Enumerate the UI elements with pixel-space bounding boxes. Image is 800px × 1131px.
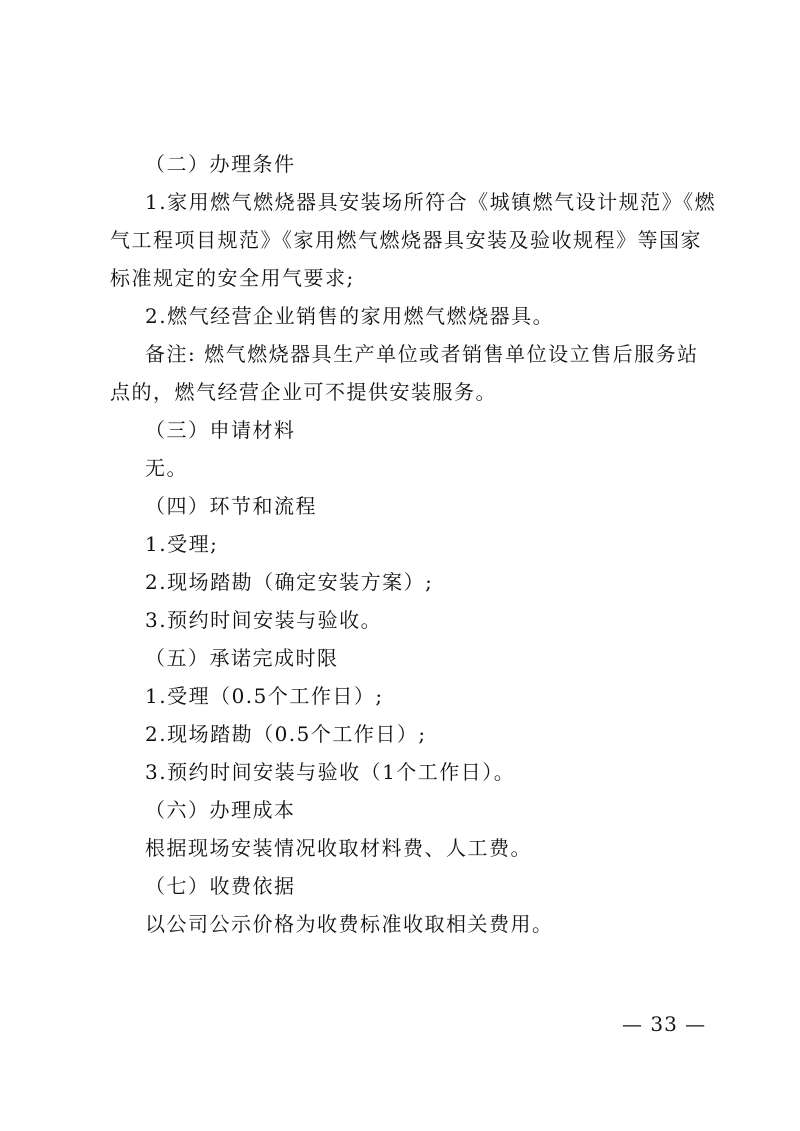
fee-basis-text: 以公司公示价格为收费标准收取相关费用。 — [145, 912, 554, 936]
conditions-item1-line1: 1.家用燃气燃烧器具安装场所符合《城镇燃气设计规范》《燃 — [145, 190, 717, 214]
time-limit-3: 3.预约时间安装与验收（1个工作日）。 — [145, 760, 516, 784]
process-step-2: 2.现场踏勘（确定安装方案）; — [145, 570, 434, 594]
conditions-item2: 2.燃气经营企业销售的家用燃气燃烧器具。 — [145, 304, 555, 328]
conditions-note-line1: 备注: 燃气燃烧器具生产单位或者销售单位设立售后服务站 — [145, 342, 699, 366]
section-heading-fee-basis: （七）收费依据 — [145, 874, 296, 898]
section-heading-conditions: （二）办理条件 — [145, 152, 296, 176]
section-heading-cost: （六）办理成本 — [145, 798, 296, 822]
section-heading-time-limits: （五）承诺完成时限 — [145, 646, 339, 670]
section-heading-materials: （三）申请材料 — [145, 418, 296, 442]
conditions-item1-line2: 气工程项目规范》《家用燃气燃烧器具安装及验收规程》等国家 — [110, 228, 702, 252]
time-limit-1: 1.受理（0.5个工作日）; — [145, 684, 384, 708]
page-number: — 33 — — [622, 1012, 707, 1036]
section-heading-process: （四）环节和流程 — [145, 494, 317, 518]
conditions-note-line2: 点的，燃气经营企业可不提供安装服务。 — [110, 380, 497, 404]
materials-text: 无。 — [145, 456, 188, 480]
process-step-3: 3.预约时间安装与验收。 — [145, 608, 383, 632]
process-step-1: 1.受理; — [145, 532, 219, 556]
cost-text: 根据现场安装情况收取材料费、人工费。 — [145, 836, 532, 860]
time-limit-2: 2.现场踏勘（0.5个工作日）; — [145, 722, 427, 746]
conditions-item1-line3: 标准规定的安全用气要求; — [110, 266, 355, 290]
